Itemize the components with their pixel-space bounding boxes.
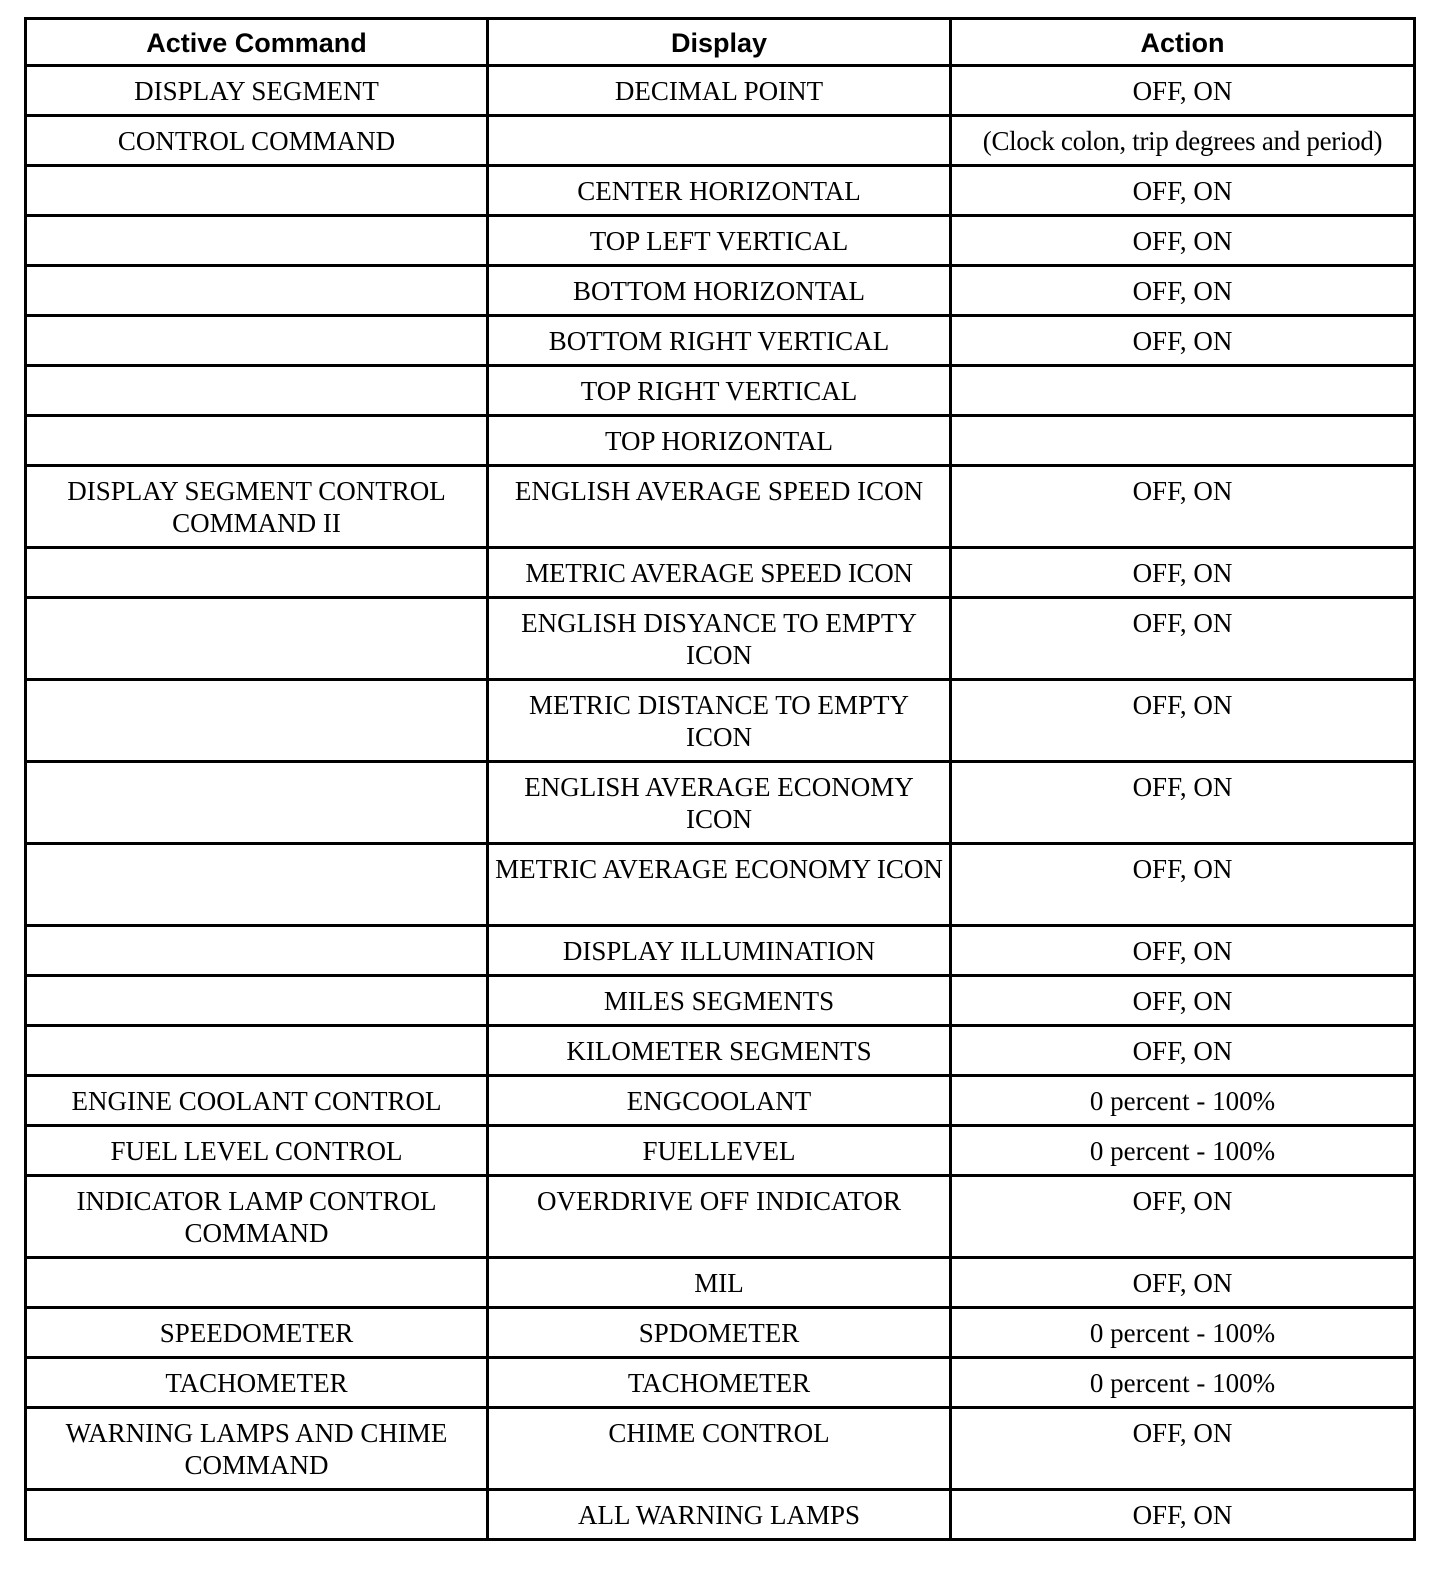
cell-command: FUEL LEVEL CONTROL: [26, 1126, 488, 1176]
cell-command: [26, 762, 488, 844]
cell-action: OFF, ON: [951, 762, 1415, 844]
cell-display: OVERDRIVE OFF INDICATOR: [488, 1176, 951, 1258]
cell-display: METRIC DISTANCE TO EMPTY ICON: [488, 680, 951, 762]
cell-action: OFF, ON: [951, 466, 1415, 548]
table-row: [26, 1358, 1415, 1408]
cell-action: OFF, ON: [951, 1258, 1415, 1308]
cell-command: [26, 1026, 488, 1076]
cell-display: CENTER HORIZONTAL: [488, 166, 951, 216]
table-row: [26, 1176, 1415, 1258]
table-row: [26, 844, 1415, 926]
cell-action: OFF, ON: [951, 1408, 1415, 1490]
cell-command: [26, 926, 488, 976]
cell-action: OFF, ON: [951, 1490, 1415, 1540]
cell-display: ENGLISH AVERAGE ECONOMY ICON: [488, 762, 951, 844]
table-row: [26, 116, 1415, 166]
cell-action: OFF, ON: [951, 1176, 1415, 1258]
cell-display: ENGCOOLANT: [488, 1076, 951, 1126]
cell-command: DISPLAY SEGMENT: [26, 66, 488, 116]
cell-display: [488, 116, 951, 166]
cell-action: OFF, ON: [951, 166, 1415, 216]
cell-action: 0 percent - 100%: [951, 1126, 1415, 1176]
cell-display: ENGLISH DISYANCE TO EMPTY ICON: [488, 598, 951, 680]
cell-display: BOTTOM RIGHT VERTICAL: [488, 316, 951, 366]
cell-action: OFF, ON: [951, 844, 1415, 926]
cell-command: CONTROL COMMAND: [26, 116, 488, 166]
cell-display: CHIME CONTROL: [488, 1408, 951, 1490]
header-active-command: Active Command: [26, 19, 488, 66]
cell-command: [26, 216, 488, 266]
table-row: [26, 680, 1415, 762]
cell-command: TACHOMETER: [26, 1358, 488, 1408]
cell-display: DISPLAY ILLUMINATION: [488, 926, 951, 976]
cell-action: OFF, ON: [951, 316, 1415, 366]
table-row: [26, 1490, 1415, 1540]
cell-command: [26, 598, 488, 680]
cell-command: [26, 366, 488, 416]
cell-display: TOP RIGHT VERTICAL: [488, 366, 951, 416]
cell-display: TOP HORIZONTAL: [488, 416, 951, 466]
header-action: Action: [951, 19, 1415, 66]
table-row: [26, 366, 1415, 416]
cell-display: MIL: [488, 1258, 951, 1308]
table-row: [26, 316, 1415, 366]
cell-command: [26, 166, 488, 216]
cell-command: [26, 548, 488, 598]
header-display: Display: [488, 19, 951, 66]
table-row: [26, 598, 1415, 680]
cell-display: METRIC AVERAGE SPEED ICON: [488, 548, 951, 598]
cell-command: INDICATOR LAMP CONTROL COMMAND: [26, 1176, 488, 1258]
cell-display: MILES SEGMENTS: [488, 976, 951, 1026]
cell-action: 0 percent - 100%: [951, 1358, 1415, 1408]
cell-display: ALL WARNING LAMPS: [488, 1490, 951, 1540]
cell-command: [26, 416, 488, 466]
cell-command: [26, 1490, 488, 1540]
cell-action: [951, 366, 1415, 416]
table-row: [26, 926, 1415, 976]
cell-action: 0 percent - 100%: [951, 1308, 1415, 1358]
cell-action: 0 percent - 100%: [951, 1076, 1415, 1126]
table-row: [26, 976, 1415, 1026]
cell-command: [26, 1258, 488, 1308]
cell-action: (Clock colon, trip degrees and period): [951, 116, 1415, 166]
cell-command: [26, 844, 488, 926]
cell-command: DISPLAY SEGMENT CONTROL COMMAND II: [26, 466, 488, 548]
cell-action: OFF, ON: [951, 266, 1415, 316]
table-row: [26, 416, 1415, 466]
table-row: [26, 1026, 1415, 1076]
table-row: [26, 548, 1415, 598]
cell-display: TOP LEFT VERTICAL: [488, 216, 951, 266]
table-row: [26, 1308, 1415, 1358]
cell-command: [26, 316, 488, 366]
table-row: [26, 1076, 1415, 1126]
cell-command: [26, 266, 488, 316]
table-row: [26, 762, 1415, 844]
table-row: [26, 216, 1415, 266]
cell-display: KILOMETER SEGMENTS: [488, 1026, 951, 1076]
cell-display: METRIC AVERAGE ECONOMY ICON: [488, 844, 951, 926]
cell-action: OFF, ON: [951, 1026, 1415, 1076]
table-row: [26, 66, 1415, 116]
table-row: [26, 1408, 1415, 1490]
table-row: [26, 1126, 1415, 1176]
cell-command: SPEEDOMETER: [26, 1308, 488, 1358]
cell-action: OFF, ON: [951, 598, 1415, 680]
cell-action: OFF, ON: [951, 926, 1415, 976]
table-row: [26, 1258, 1415, 1308]
cell-action: OFF, ON: [951, 548, 1415, 598]
cell-action: OFF, ON: [951, 66, 1415, 116]
cell-action: OFF, ON: [951, 976, 1415, 1026]
cell-display: ENGLISH AVERAGE SPEED ICON: [488, 466, 951, 548]
cell-display: TACHOMETER: [488, 1358, 951, 1408]
header-row: [26, 19, 1415, 66]
command-table: [24, 17, 1416, 1541]
cell-command: [26, 680, 488, 762]
cell-display: FUELLEVEL: [488, 1126, 951, 1176]
cell-display: DECIMAL POINT: [488, 66, 951, 116]
table-row: [26, 466, 1415, 548]
cell-action: OFF, ON: [951, 680, 1415, 762]
cell-display: BOTTOM HORIZONTAL: [488, 266, 951, 316]
cell-command: ENGINE COOLANT CONTROL: [26, 1076, 488, 1126]
cell-command: [26, 976, 488, 1026]
table-row: [26, 266, 1415, 316]
cell-action: [951, 416, 1415, 466]
cell-display: SPDOMETER: [488, 1308, 951, 1358]
cell-action: OFF, ON: [951, 216, 1415, 266]
table-row: [26, 166, 1415, 216]
cell-command: WARNING LAMPS AND CHIME COMMAND: [26, 1408, 488, 1490]
